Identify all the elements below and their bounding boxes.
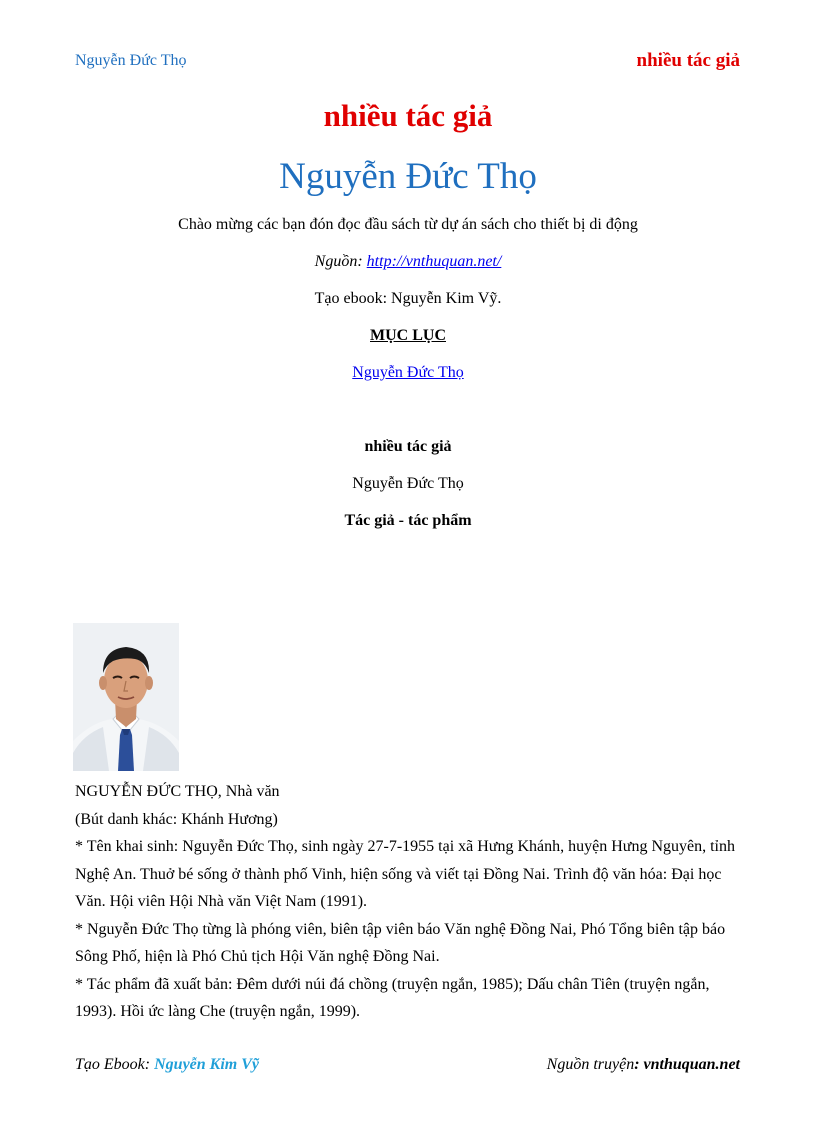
source-label: Nguồn: <box>314 253 367 270</box>
bio-line: * Nguyễn Đức Thọ từng là phóng viên, biên tập viên báo Văn nghệ Đồng Nai, Phó Tổng biên tập báo Sông Phố, hiện là Phó Chủ tịch Hội Văn nghệ Đồng Nai. <box>75 920 726 965</box>
footer-ebook-label: Tạo Ebook <box>75 1056 145 1073</box>
book-title: Nguyễn Đức Thọ <box>279 156 537 197</box>
book-author-title: nhiều tác giả <box>323 98 493 133</box>
welcome-text: Chào mừng các bạn đón đọc đầu sách từ dự án sách cho thiết bị di động <box>178 216 638 233</box>
bio-line: * Tên khai sinh: Nguyễn Đức Thọ, sinh ngày 27-7-1955 tại xã Hưng Khánh, huyện Hưng Nguyên, tỉnh Nghệ An. Thuở bé sống ở thành phố Vinh, hiện sống và viết tại Đồng Nai. Trình độ văn hóa: Đại học Văn. Hội viên Hội Nhà văn Việt Nam (1991). <box>75 838 735 910</box>
bio-line: * Tác phẩm đã xuất bản: Đêm dưới núi đá chồng (truyện ngắn, 1985); Dấu chân Tiên (truyện ngắn, 1993). Hồi ức làng Che (truyện ngắn, 1999). <box>75 975 710 1020</box>
section-name: Nguyễn Đức Thọ <box>352 475 464 492</box>
source-line <box>0 253 816 271</box>
section-author: nhiều tác giả <box>364 438 452 455</box>
footer-ebook-value: Nguyễn Kim Vỹ <box>154 1056 259 1073</box>
source-link[interactable]: http://vnthuquan.net/ <box>366 253 502 270</box>
toc-item-link[interactable]: Nguyễn Đức Thọ <box>352 364 464 381</box>
ebook-creator: Tạo ebook: Nguyễn Kim Vỹ. <box>314 290 502 307</box>
footer-source-label: Nguồn truyện <box>546 1056 635 1073</box>
footer-source-credit <box>547 1056 740 1074</box>
author-biography <box>75 778 743 1026</box>
bio-line: NGUYỄN ĐỨC THỌ, Nhà văn <box>75 783 280 800</box>
section-subtitle: Tác giả - tác phẩm <box>344 512 472 529</box>
footer-ebook-sep: : <box>144 1056 155 1073</box>
header-author-name: Nguyễn Đức Thọ <box>75 52 187 69</box>
footer-ebook-credit <box>75 1056 259 1074</box>
footer-source-value: vnthuquan.net <box>643 1056 740 1073</box>
toc-heading: MỤC LỤC <box>370 327 446 344</box>
bio-line: (Bút danh khác: Khánh Hương) <box>75 810 278 828</box>
author-portrait <box>73 623 179 771</box>
footer-source-sep: : <box>634 1056 644 1073</box>
header-collection-title: nhiều tác giả <box>636 50 740 71</box>
